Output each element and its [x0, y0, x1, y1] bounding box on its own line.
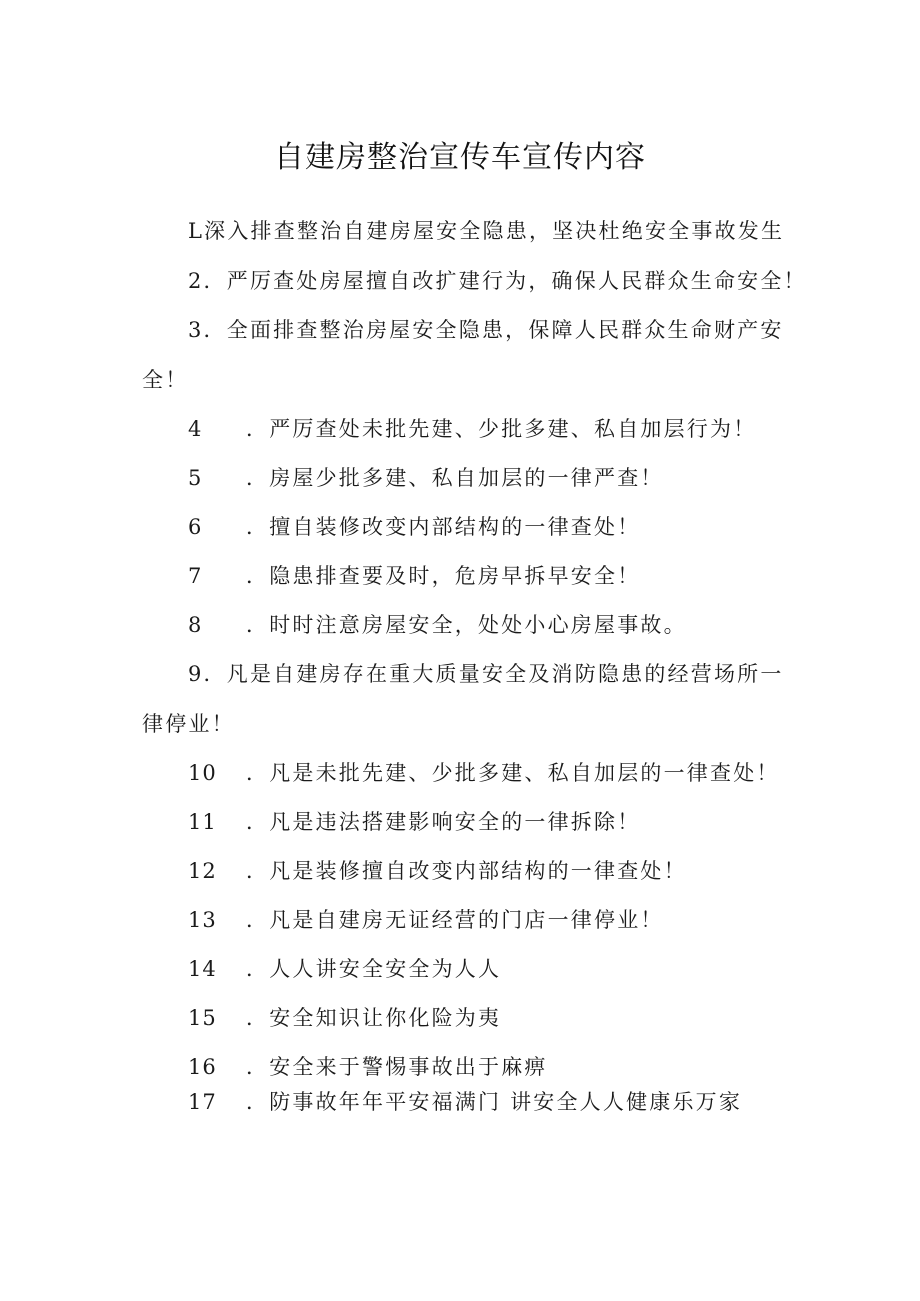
item-number: 10 [188, 761, 217, 785]
item-text: ．安全知识让你化险为夷 [246, 1006, 502, 1030]
item-text: ．擅自装修改变内部结构的一律查处！ [246, 515, 641, 539]
list-item-7 [188, 561, 640, 591]
item-number: 5 [188, 466, 203, 490]
list-item-5 [188, 463, 664, 493]
item-number: 6 [188, 515, 203, 539]
item-number: 11 [188, 810, 217, 834]
list-item-2: 2．严厉查处房屋擅自改扩建行为，确保人民群众生命安全！ [188, 269, 807, 293]
item-text: ．凡是未批先建、少批多建、私自加层的一律查处！ [246, 761, 780, 785]
item-number: 12 [188, 859, 217, 883]
document-title: 自建房整治宣传车宣传内容 [274, 140, 646, 175]
item-number: 8 [188, 613, 203, 637]
item-text: ．安全来于警惕事故出于麻痹 [246, 1055, 548, 1079]
list-item-9: 9．凡是自建房存在重大质量安全及消防隐患的经营场所一 [188, 662, 784, 686]
list-item-14 [188, 954, 501, 984]
list-item-9-continuation: 律停业！ [142, 712, 235, 736]
item-text: ．隐患排查要及时，危房早拆早安全！ [246, 564, 641, 588]
item-text: ．严厉查处未批先建、少批多建、私自加层行为！ [246, 417, 757, 441]
list-item-16 [188, 1052, 548, 1082]
list-item-15 [188, 1003, 501, 1033]
item-number: 17 [188, 1090, 217, 1114]
list-item-1: L深入排查整治自建房屋安全隐患，坚决杜绝安全事故发生 [188, 219, 785, 243]
item-text: ．防事故年年平安福满门 讲安全人人健康乐万家 [246, 1090, 743, 1114]
list-item-10 [188, 758, 780, 788]
list-item-3: 3．全面排查整治房屋安全隐患，保障人民群众生命财产安 [188, 318, 784, 342]
list-item-11 [188, 807, 640, 837]
list-item-17 [188, 1087, 742, 1117]
item-text: ．凡是装修擅自改变内部结构的一律查处！ [246, 859, 687, 883]
item-number: 4 [188, 417, 203, 441]
list-item-6 [188, 512, 640, 542]
list-item-3-continuation: 全！ [142, 368, 189, 392]
list-item-13 [188, 905, 664, 935]
item-text: ．凡是违法搭建影响安全的一律拆除！ [246, 810, 641, 834]
item-number: 14 [188, 957, 217, 981]
item-text: ．房屋少批多建、私自加层的一律严查！ [246, 466, 664, 490]
item-number: 7 [188, 564, 203, 588]
list-item-12 [188, 856, 687, 886]
list-item-4 [188, 414, 756, 444]
item-text: ．时时注意房屋安全，处处小心房屋事故。 [246, 613, 687, 637]
item-number: 13 [188, 908, 217, 932]
list-item-8 [188, 610, 687, 640]
item-text: ．凡是自建房无证经营的门店一律停业！ [246, 908, 664, 932]
item-number: 16 [188, 1055, 217, 1079]
item-text: ．人人讲安全安全为人人 [246, 957, 502, 981]
item-number: 15 [188, 1006, 217, 1030]
